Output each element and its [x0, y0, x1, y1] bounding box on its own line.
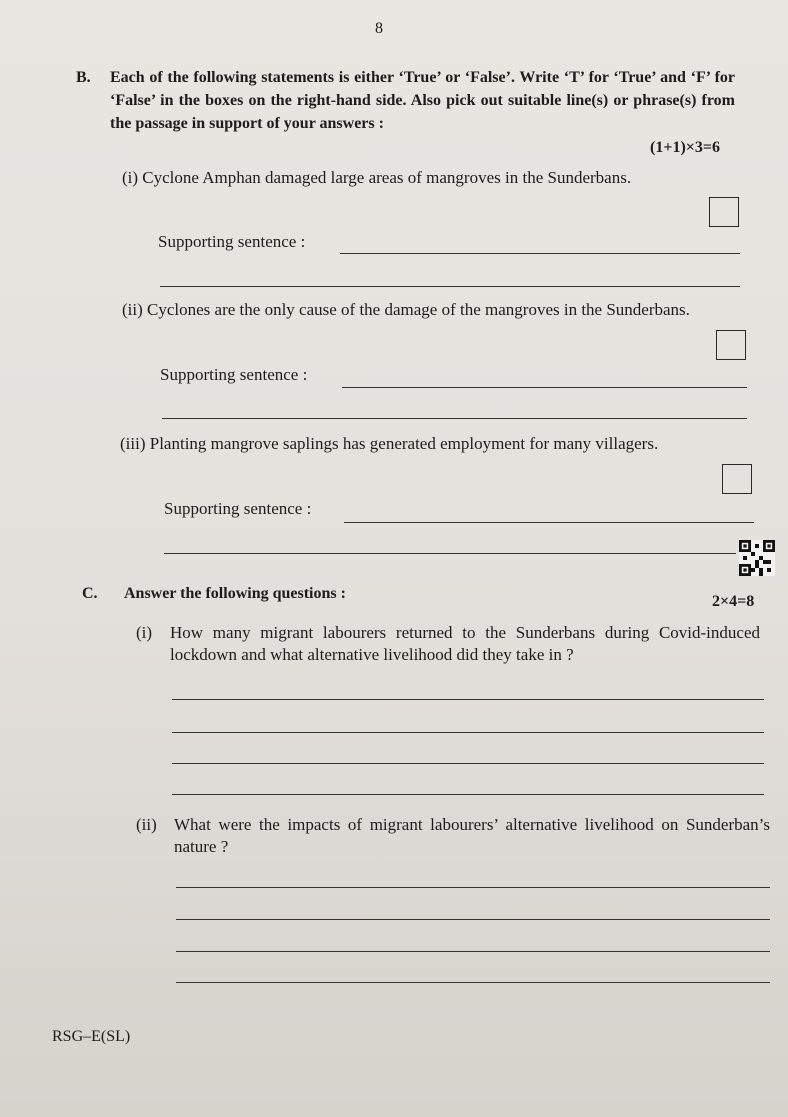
- question-2-text: What were the impacts of migrant labourers’ alternative livelihood on Sunderban’s nature ?: [174, 815, 770, 856]
- supporting-line-1a[interactable]: [340, 253, 740, 254]
- page-number: 8: [375, 20, 383, 37]
- supporting-line-3b[interactable]: [164, 553, 736, 554]
- question-1-text: How many migrant labourers returned to the Sunderbans during Covid-induced lockdown and what alternative livelihood did they take in ?: [170, 623, 760, 664]
- answer-line-q1-1[interactable]: [172, 699, 764, 700]
- statement-2-text: Cyclones are the only cause of the damage of the mangroves in the Sunderbans.: [147, 300, 690, 319]
- answer-box-2[interactable]: [716, 330, 746, 360]
- statement-1-text: Cyclone Amphan damaged large areas of mangroves in the Sunderbans.: [142, 168, 632, 187]
- supporting-line-3a[interactable]: [344, 522, 754, 523]
- answer-box-1[interactable]: [709, 197, 739, 227]
- supporting-label-2: Supporting sentence :: [160, 365, 308, 384]
- supporting-line-2a[interactable]: [342, 387, 747, 388]
- statement-3: [120, 432, 760, 456]
- qr-code-icon: [739, 540, 775, 576]
- answer-line-q1-3[interactable]: [172, 763, 764, 764]
- question-1-number: (i): [136, 623, 153, 642]
- supporting-label-3: Supporting sentence :: [164, 499, 312, 518]
- section-b-letter: B.: [76, 69, 91, 86]
- answer-line-q2-2[interactable]: [176, 919, 770, 920]
- question-2-number: (ii): [136, 815, 157, 834]
- answer-box-3[interactable]: [722, 464, 752, 494]
- statement-2-number: (ii): [122, 300, 143, 319]
- section-c-letter: C.: [82, 585, 98, 602]
- supporting-label-1: Supporting sentence :: [158, 232, 306, 251]
- footer-code: RSG–E(SL): [52, 1028, 131, 1045]
- statement-3-text: Planting mangrove saplings has generated employment for many villagers.: [149, 434, 659, 453]
- statement-1: [122, 166, 742, 190]
- supporting-line-1b[interactable]: [160, 286, 740, 287]
- answer-line-q1-2[interactable]: [172, 732, 764, 733]
- section-c-heading: Answer the following questions :: [124, 585, 346, 602]
- statement-2: [122, 298, 742, 322]
- answer-line-q2-4[interactable]: [176, 982, 770, 983]
- statement-1-number: (i): [122, 168, 139, 187]
- section-b-instruction: Each of the following statements is either ‘True’ or ‘False’. Write ‘T’ for ‘True’ and ‘F’ for ‘False’ in the boxes on the right-hand side. Also pick out suitable line(s) or phrase(s) from the passage in support of your answers :: [110, 69, 735, 132]
- answer-line-q1-4[interactable]: [172, 794, 764, 795]
- section-b-instruction-block: [76, 66, 735, 135]
- statement-3-number: (iii): [120, 434, 146, 453]
- supporting-line-2b[interactable]: [162, 418, 747, 419]
- section-c-marks: 2×4=8: [712, 593, 755, 610]
- section-b-marks: (1+1)×3=6: [650, 139, 721, 156]
- answer-line-q2-1[interactable]: [176, 887, 770, 888]
- answer-line-q2-3[interactable]: [176, 951, 770, 952]
